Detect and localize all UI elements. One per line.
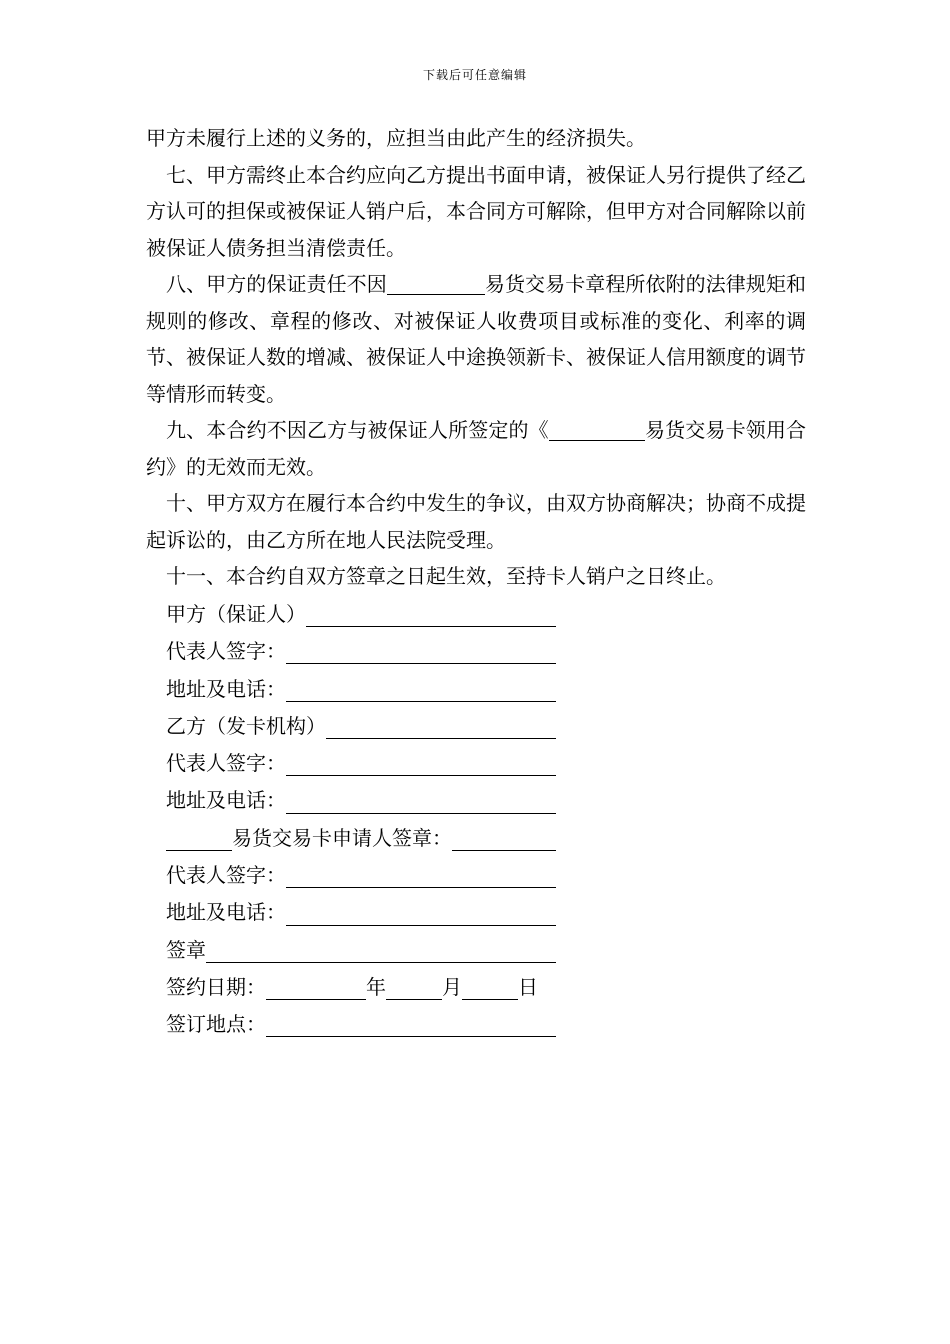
date-line bbox=[166, 969, 556, 1006]
signature-block bbox=[166, 596, 556, 1044]
month-label: 月 bbox=[442, 974, 462, 999]
year-blank[interactable] bbox=[266, 977, 366, 1000]
rep-sign-label-3: 代表人签字： bbox=[166, 863, 286, 888]
seal-label: 签章 bbox=[166, 937, 206, 962]
party-b-line bbox=[166, 708, 556, 745]
applicant-prefix-blank[interactable] bbox=[166, 828, 232, 851]
clause-8-lead: 八、甲方的保证责任不因 bbox=[166, 272, 387, 296]
rep-sign-line-3 bbox=[166, 857, 556, 894]
paragraph-clause-8 bbox=[146, 266, 806, 412]
rep-sign-blank-2[interactable] bbox=[286, 753, 556, 776]
party-a-blank[interactable] bbox=[306, 604, 556, 627]
address-blank-1[interactable] bbox=[286, 679, 556, 702]
address-label-2: 地址及电话： bbox=[166, 788, 286, 813]
seal-line bbox=[166, 932, 556, 969]
paragraph-clause-11: 十一、本合约自双方签章之日起生效，至持卡人销户之日终止。 bbox=[166, 564, 726, 588]
day-blank[interactable] bbox=[462, 977, 518, 1000]
applicant-blank[interactable] bbox=[452, 828, 556, 851]
rep-sign-line-1 bbox=[166, 633, 556, 670]
party-a-line bbox=[166, 596, 556, 633]
address-label-3: 地址及电话： bbox=[166, 900, 286, 925]
rep-sign-blank-1[interactable] bbox=[286, 641, 556, 664]
clause-9-blank[interactable] bbox=[549, 418, 645, 441]
rep-sign-blank-3[interactable] bbox=[286, 865, 556, 888]
applicant-line bbox=[166, 820, 556, 857]
paragraph-clause-10: 十、甲方双方在履行本合约中发生的争议，由双方协商解决；协商不成提起诉讼的，由乙方所在地人民法院受理。 bbox=[146, 491, 806, 552]
paragraph-clause-9 bbox=[146, 412, 806, 485]
clause-9-lead: 九、本合约不因乙方与被保证人所签定的《 bbox=[166, 418, 549, 442]
place-blank[interactable] bbox=[266, 1014, 556, 1037]
address-line-3 bbox=[166, 894, 556, 931]
clause-8-rest: 易货交易卡章程所依附的法律规矩和规则的修改、章程的修改、对被保证人收费项目或标准的变化、利率的调节、被保证人数的增减、被保证人中途换领新卡、被保证人信用额度的调节等情形而转变。 bbox=[146, 272, 807, 406]
year-label: 年 bbox=[366, 974, 386, 999]
clause-9-rest: 易货交易卡领用合约》的无效而无效。 bbox=[146, 418, 807, 479]
clause-8-blank[interactable] bbox=[387, 272, 485, 295]
party-a-label: 甲方（保证人） bbox=[166, 602, 306, 626]
address-line-2 bbox=[166, 782, 556, 819]
address-blank-3[interactable] bbox=[286, 903, 556, 926]
rep-sign-label-1: 代表人签字： bbox=[166, 639, 286, 664]
paragraph-clause-7: 七、甲方需终止本合约应向乙方提出书面申请，被保证人另行提供了经乙方认可的担保或被保证人销户后，本合同方可解除，但甲方对合同解除以前被保证人债务担当清偿责任。 bbox=[146, 162, 806, 260]
place-label: 签订地点： bbox=[166, 1012, 266, 1037]
address-label-1: 地址及电话： bbox=[166, 676, 286, 701]
rep-sign-label-2: 代表人签字： bbox=[166, 751, 286, 776]
rep-sign-line-2 bbox=[166, 745, 556, 782]
date-label: 签约日期： bbox=[166, 974, 266, 999]
page-header: 下载后可任意编辑 bbox=[422, 68, 527, 82]
applicant-label: 易货交易卡申请人签章： bbox=[232, 825, 452, 850]
address-blank-2[interactable] bbox=[286, 791, 556, 814]
party-b-label: 乙方（发卡机构） bbox=[166, 713, 326, 738]
place-line bbox=[166, 1006, 556, 1043]
address-line-1 bbox=[166, 671, 556, 708]
contract-body bbox=[146, 120, 806, 595]
seal-blank[interactable] bbox=[206, 940, 556, 963]
day-label: 日 bbox=[518, 974, 538, 999]
paragraph-obligation-loss: 甲方未履行上述的义务的，应担当由此产生的经济损失。 bbox=[146, 126, 646, 150]
party-b-blank[interactable] bbox=[326, 716, 556, 739]
month-blank[interactable] bbox=[386, 977, 442, 1000]
